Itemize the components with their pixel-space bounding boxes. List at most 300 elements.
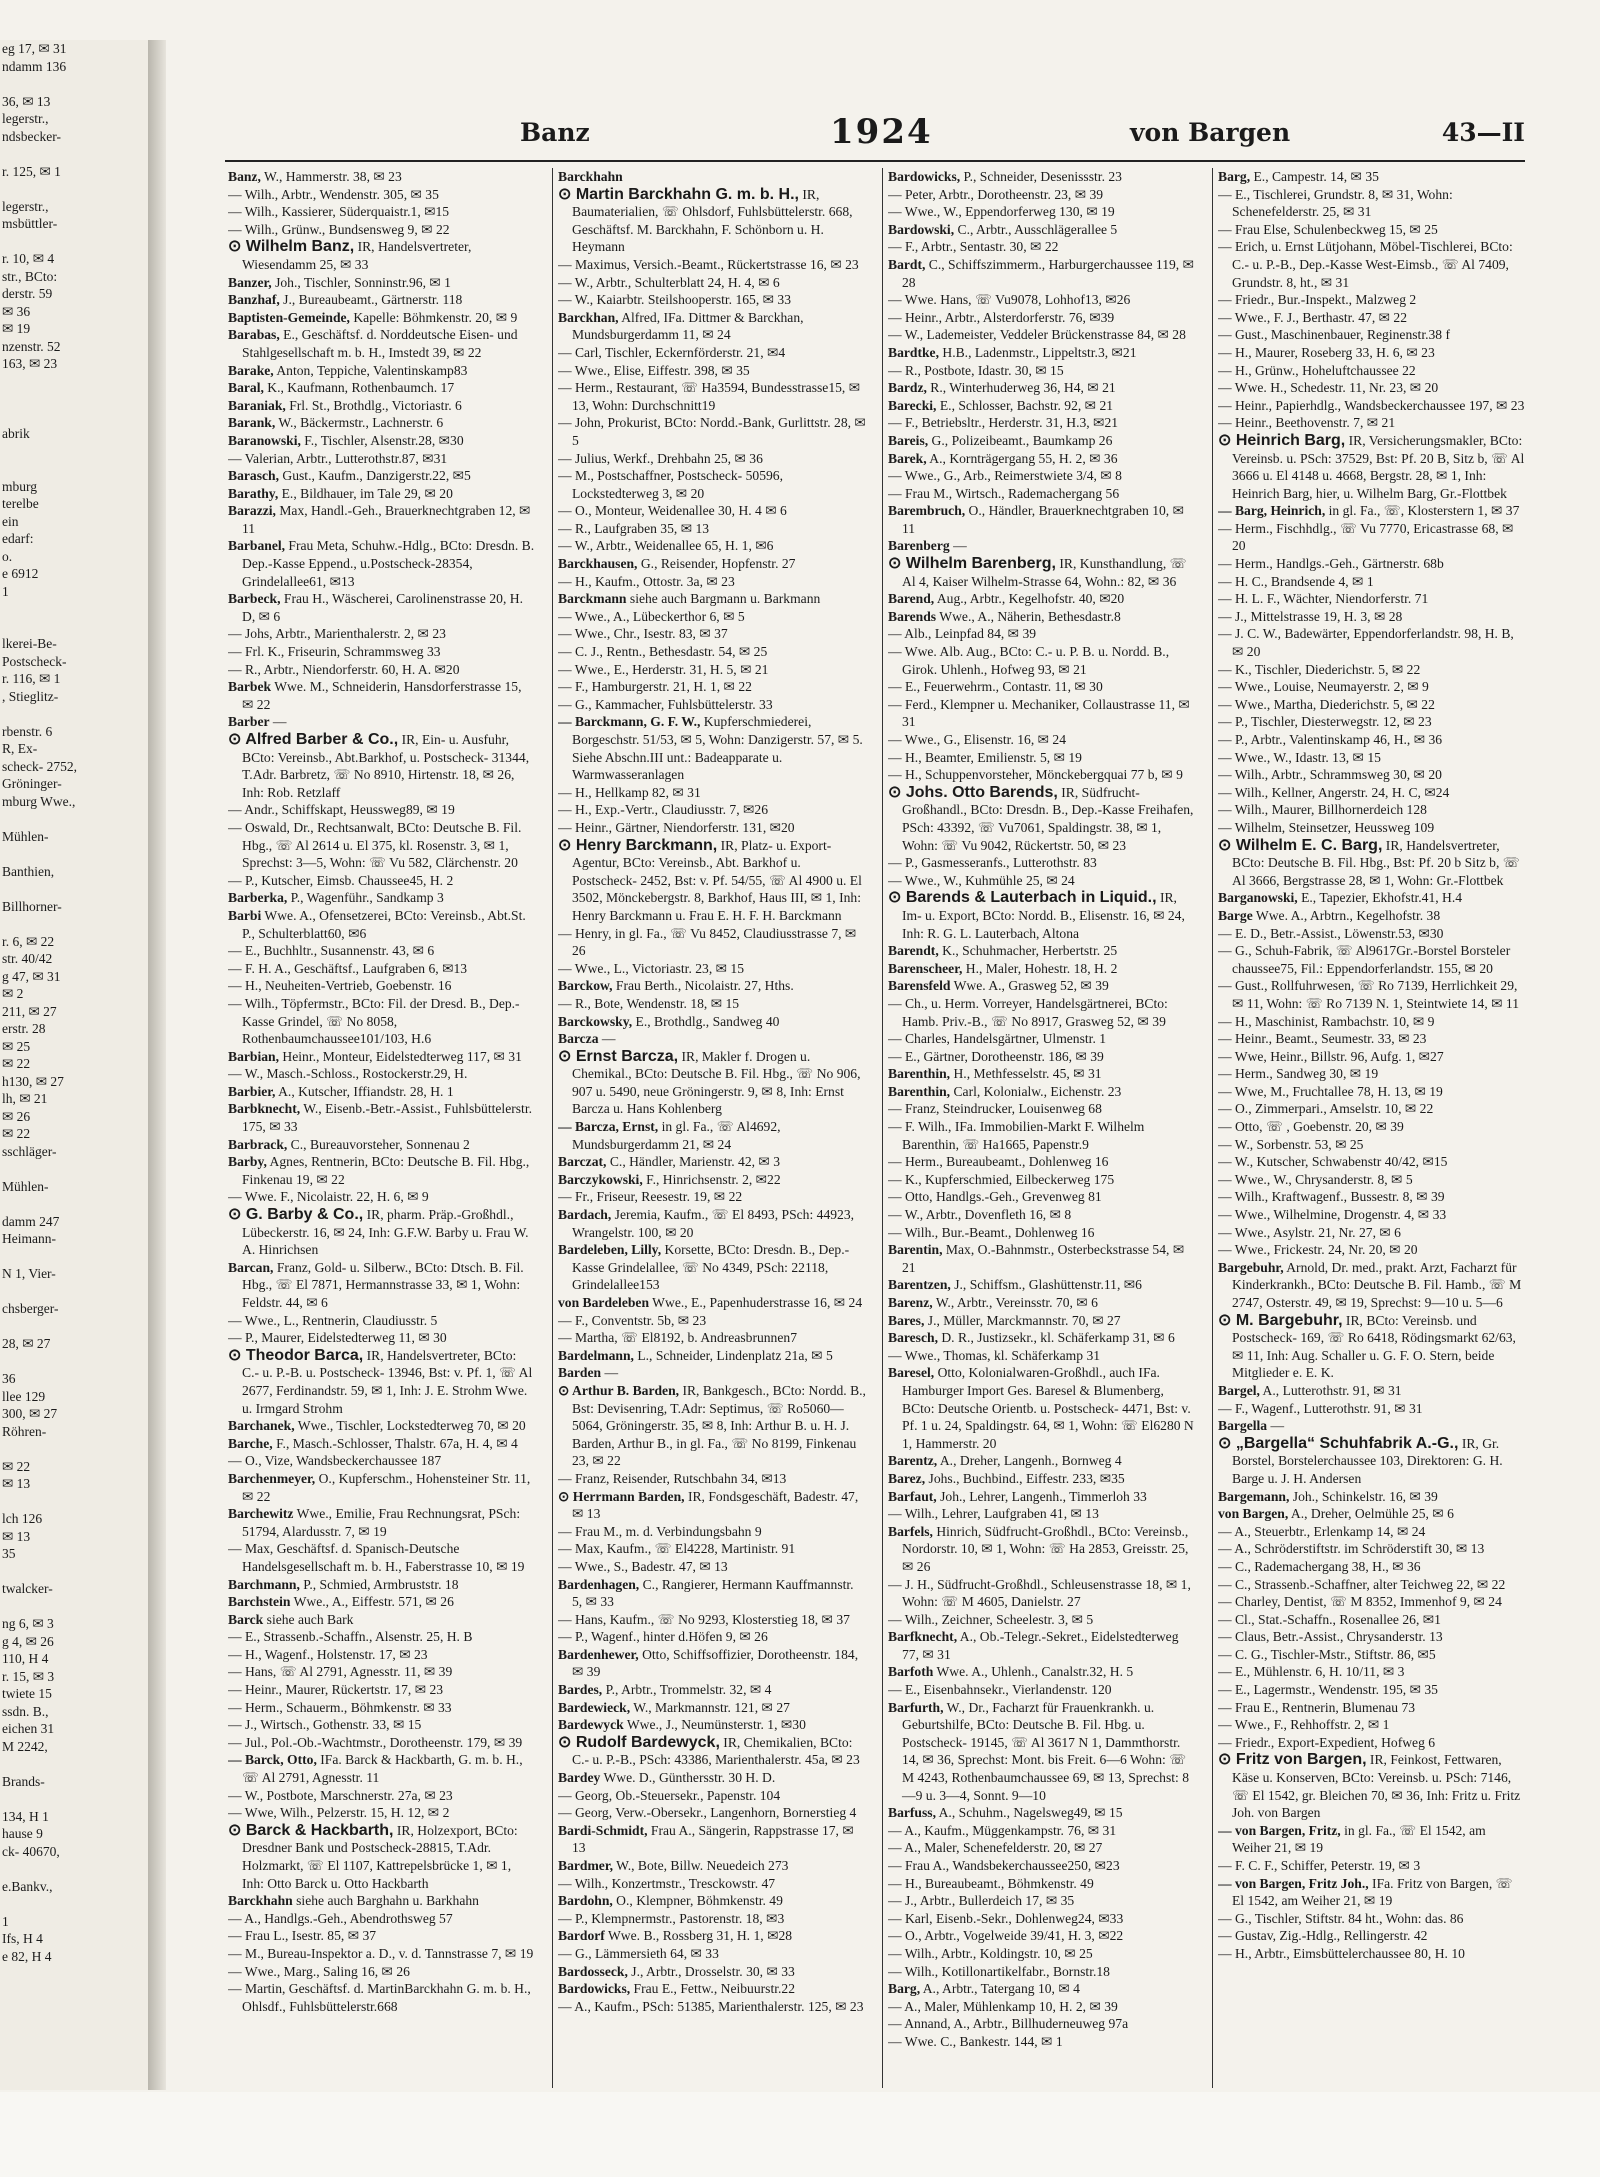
entry-details: Max, Handl.-Geh., Brauerknechtgraben 12, ✉ 11 bbox=[242, 503, 531, 536]
directory-entry bbox=[1218, 1927, 1526, 1945]
entry-details: IR, Handelsvertreter, BCto: Deutsche B. Fil. Hbg., Bst: Pf. 20 b Sitz b, ☏ Al 3666, Bergstrasse 28, ✉ 1, Wohn: Gr.-Flottbek bbox=[1232, 837, 1520, 888]
directory-entry bbox=[558, 1488, 866, 1523]
entry-details: — Herm., Schauerm., Böhmkenstr. ✉ 33 bbox=[228, 1699, 452, 1715]
entry-details: — R., Bote, Wendenstr. 18, ✉ 15 bbox=[558, 995, 740, 1011]
entry-details: — P., Maurer, Eidelstedterweg 11, ✉ 30 bbox=[228, 1330, 447, 1346]
previous-page-line: Mühlen- bbox=[2, 828, 49, 844]
entry-name: ⊙ „Bargella“ Schuhfabrik A.-G., bbox=[1218, 1434, 1459, 1452]
entry-name: Barbrack, bbox=[228, 1136, 288, 1152]
directory-entry bbox=[888, 450, 1196, 468]
entry-details: — Johs, Arbtr., Marienthalerstr. 2, ✉ 23 bbox=[228, 626, 446, 642]
previous-page-edge bbox=[0, 40, 151, 2090]
directory-entry bbox=[228, 309, 536, 327]
entry-name: Barank, bbox=[228, 415, 276, 431]
directory-entry bbox=[1218, 1699, 1526, 1717]
entry-name: Baral, bbox=[228, 380, 264, 396]
directory-entry bbox=[888, 1839, 1196, 1857]
directory-entry bbox=[558, 1206, 866, 1241]
directory-entry bbox=[228, 414, 536, 432]
directory-entry bbox=[1218, 1153, 1526, 1171]
directory-entry bbox=[888, 1312, 1196, 1330]
directory-entry bbox=[888, 238, 1196, 256]
entry-details: — Wilh., Kellner, Angerstr. 24, H. C, ✉24 bbox=[1218, 784, 1450, 800]
directory-entry bbox=[228, 1699, 536, 1717]
directory-entry bbox=[888, 1470, 1196, 1488]
entry-details: — Wwe. Alb. Aug., BCto: C.- u. P. B. u. Nordd. B., Girok. Uhlenh., Hofweg 93, ✉ 21 bbox=[888, 644, 1170, 677]
header-page-number: 43—II bbox=[1441, 118, 1525, 147]
directory-entry bbox=[888, 731, 1196, 749]
entry-details: — Wwe, Heinr., Billstr. 96, Aufg. 1, ✉27 bbox=[1218, 1048, 1444, 1064]
entry-name: Barbknecht, bbox=[228, 1101, 301, 1117]
directory-entry bbox=[228, 1417, 536, 1435]
directory-entry bbox=[558, 1312, 866, 1330]
directory-entry bbox=[558, 1013, 866, 1031]
entry-details: — O., Vize, Wandsbeckerchaussee 187 bbox=[228, 1453, 442, 1469]
entry-details: — H., Bureaubeamt., Böhmkenstr. 49 bbox=[888, 1875, 1094, 1891]
previous-page-line: 1 bbox=[2, 583, 9, 599]
entry-details: IR, Feinkost, Fettwaren, Käse u. Konserven, BCto: Vereinsb. u. PSch: 7146, ☏ El 1542, gr. Bleichen 70, ✉ 36, Inh: Fritz u. Fritz Joh. von Bargen bbox=[1232, 1752, 1521, 1821]
entry-details: — Wwe., Marg., Saling 16, ✉ 26 bbox=[228, 1963, 410, 1979]
entry-details: in gl. Fa., ☏ Al4692, Mundsburgerdamm 21, ✉ 24 bbox=[572, 1119, 781, 1152]
entry-details: siehe auch Barghahn u. Barkhahn bbox=[292, 1893, 479, 1909]
previous-page-line: ssdn. B., bbox=[2, 1703, 49, 1719]
directory-entry bbox=[888, 942, 1196, 960]
entry-details: — A., Handlgs.-Geh., Abendrothsweg 57 bbox=[228, 1910, 453, 1926]
previous-page-line: r. 10, ✉ 4 bbox=[2, 251, 55, 266]
entry-details: A., Ob.-Telegr.-Sekret., Eidelstedterweg 77, ✉ 31 bbox=[902, 1629, 1179, 1662]
directory-entry bbox=[558, 1857, 866, 1875]
entry-name: Barensfeld bbox=[888, 978, 951, 994]
entry-details: Aug., Arbtr., Kegelhofstr. 40, ✉20 bbox=[934, 591, 1125, 607]
entry-details: W., Eisenb.-Betr.-Assist., Fuhlsbüttelerstr. 175, ✉ 33 bbox=[242, 1101, 532, 1135]
previous-page-line: e.Bankv., bbox=[2, 1878, 53, 1894]
entry-details: W., Dr., Facharzt für Frauenkrankh. u. Geburtshilfe, BCto: Deutsche B. Fil. Hbg. u. Postscheck- 19145, ☏ Al 3617 N 1, Dammthorstr. 14, ✉ 36, Sprechst: Mont. bis Freit. 6—6 Wohn: ☏ M 4243, Rothenbaumchaussee 69, ✉ 13, Sprechst: 8—9 u. 3—4, Sonnt. 9—10 bbox=[902, 1699, 1190, 1803]
previous-page-line: ✉ 19 bbox=[2, 321, 31, 336]
directory-entry bbox=[558, 1611, 866, 1629]
entry-details: C., Rangierer, Hermann Kauffmannstr. 5, ✉ 33 bbox=[572, 1576, 854, 1610]
previous-page-line: sschläger- bbox=[2, 1143, 57, 1159]
directory-entry bbox=[558, 1787, 866, 1805]
entry-details: — E., Eisenbahnsekr., Vierlandenstr. 120 bbox=[888, 1682, 1112, 1698]
entry-details: — John, Prokurist, BCto: Nordd.-Bank, Gurlittstr. 28, ✉ 5 bbox=[558, 415, 866, 448]
entry-details: — K., Tischler, Diederichstr. 5, ✉ 22 bbox=[1218, 661, 1421, 677]
entry-name: ⊙ G. Barby & Co., bbox=[228, 1206, 364, 1224]
entry-name: Bares, bbox=[888, 1312, 925, 1328]
entry-details: — H. C., Brandsende 4, ✉ 1 bbox=[1218, 573, 1374, 589]
directory-entry bbox=[558, 1892, 866, 1910]
entry-details: — Cl., Stat.-Schaffn., Rosenallee 26, ✉1 bbox=[1218, 1611, 1441, 1627]
entry-details: — E., Buchhltr., Susannenstr. 43, ✉ 6 bbox=[228, 943, 435, 959]
entry-details: W., Arbtr., Vereinsstr. 70, ✉ 6 bbox=[932, 1295, 1098, 1310]
entry-details: — Wilh., Grünw., Bundsensweg 9, ✉ 22 bbox=[228, 221, 450, 237]
entry-details: IR, Holzexport, BCto: Dresdner Bank und Postscheck-28815, T.Adr. Holzmarkt, ☏ El 1107, Kattrepelsbrücke 1, ✉ 1, Inh: Otto Barck u. Otto Hackbarth bbox=[242, 1822, 518, 1891]
entry-details: Wwe., J., Neumünsterstr. 1, ✉30 bbox=[623, 1717, 806, 1733]
entry-name: Barg, bbox=[1218, 169, 1251, 184]
entry-details: — H., Hellkamp 82, ✉ 31 bbox=[558, 784, 701, 800]
directory-entry bbox=[888, 326, 1196, 344]
previous-page-line: ✉ 22 bbox=[2, 1126, 31, 1141]
directory-entry bbox=[228, 221, 536, 239]
directory-entry bbox=[228, 1892, 536, 1910]
directory-entry bbox=[888, 362, 1196, 380]
directory-entry bbox=[888, 1663, 1196, 1681]
directory-entry bbox=[888, 1681, 1196, 1699]
previous-page-line: 36, ✉ 13 bbox=[2, 93, 51, 109]
directory-entry bbox=[888, 1364, 1196, 1452]
directory-entry bbox=[888, 1294, 1196, 1312]
entry-details: — P., Klempnermstr., Pastorenstr. 18, ✉3 bbox=[558, 1910, 785, 1926]
entry-details: — P., Tischler, Diesterwegstr. 12, ✉ 23 bbox=[1218, 714, 1432, 730]
entry-name: von Bargen, bbox=[1218, 1506, 1289, 1522]
entry-details: Joh., Schinkelstr. 16, ✉ 39 bbox=[1289, 1488, 1438, 1504]
entry-details: — Wwe. F., Nicolaistr. 22, H. 6, ✉ 9 bbox=[228, 1189, 429, 1205]
directory-entry bbox=[888, 291, 1196, 309]
entry-name: Barczykowski, bbox=[558, 1171, 643, 1187]
entry-details: — F. Wilh., IFa. Immobilien-Markt F. Wilhelm Barenthin, ☏ Ha1665, Papenstr.9 bbox=[888, 1119, 1145, 1152]
directory-entry bbox=[558, 1540, 866, 1558]
directory-entry bbox=[888, 1329, 1196, 1347]
directory-entry bbox=[558, 379, 866, 414]
directory-entry bbox=[558, 1523, 866, 1541]
directory-entry bbox=[888, 1980, 1196, 1998]
entry-name: Barber bbox=[228, 714, 270, 730]
directory-entry bbox=[888, 625, 1196, 643]
directory-entry bbox=[558, 960, 866, 978]
entry-name: Barge bbox=[1218, 907, 1253, 923]
entry-details: — P., Kutscher, Eimsb. Chaussee45, H. 2 bbox=[228, 872, 454, 888]
entry-details: — A., Steuerbtr., Erlenkamp 14, ✉ 24 bbox=[1218, 1523, 1426, 1539]
previous-page-line: g 4, ✉ 26 bbox=[2, 1633, 54, 1649]
entry-details: E., Campestr. 14, ✉ 35 bbox=[1250, 169, 1379, 184]
previous-page-line bbox=[0, 1318, 148, 1336]
directory-entry bbox=[888, 696, 1196, 731]
directory-entry bbox=[228, 274, 536, 292]
entry-details: — Martha, ☏ El8192, b. Andreasbrunnen7 bbox=[558, 1330, 797, 1346]
directory-entry bbox=[558, 801, 866, 819]
previous-page-line bbox=[0, 390, 148, 408]
entry-details: IR, Handelsvertreter, Wiesendamm 25, ✉ 33 bbox=[242, 239, 472, 272]
entry-details: Wwe., Tischler, Lockstedterweg 70, ✉ 20 bbox=[294, 1418, 526, 1434]
entry-details: — Wwe., S., Badestr. 47, ✉ 13 bbox=[558, 1558, 728, 1574]
directory-entry bbox=[228, 1347, 536, 1417]
entry-details: — P., Arbtr., Valentinskamp 46, H., ✉ 36 bbox=[1218, 732, 1443, 747]
directory-entry bbox=[888, 977, 1196, 995]
entry-name: Bardtke, bbox=[888, 344, 939, 360]
previous-page-line bbox=[0, 810, 148, 828]
directory-entry bbox=[1218, 1241, 1526, 1259]
directory-entry bbox=[888, 2015, 1196, 2033]
entry-details: Franz, Gold- u. Silberw., BCto: Dtsch. B. Fil. Hbg., ☏ El 7871, Hermannstrasse 33, ✉ 1, Wohn: Feldstr. 44, ✉ 6 bbox=[242, 1259, 524, 1310]
entry-details: — M., Postschaffner, Postscheck- 50596, Lockstedterweg 3, ✉ 20 bbox=[558, 468, 783, 501]
directory-entry bbox=[1218, 379, 1526, 397]
entry-details: — A., Kaufm., Müggenkampstr. 76, ✉ 31 bbox=[888, 1822, 1117, 1838]
previous-page-line: ein bbox=[2, 513, 19, 529]
previous-page-line bbox=[0, 408, 148, 426]
directory-entry bbox=[228, 1787, 536, 1805]
entry-details: — Jul., Pol.-Ob.-Wachtmstr., Dorotheenstr. 179, ✉ 39 bbox=[228, 1734, 523, 1750]
entry-name: Bardowicks, bbox=[558, 1981, 631, 1997]
entry-details: — Otto, Handlgs.-Geh., Grevenweg 81 bbox=[888, 1189, 1102, 1205]
entry-details: — K., Kupferschmied, Eilbeckerweg 175 bbox=[888, 1171, 1115, 1187]
entry-details: — Gust., Maschinenbauer, Reginenstr.38 f bbox=[1218, 327, 1451, 343]
entry-name: Barbi bbox=[228, 907, 262, 923]
previous-page-line bbox=[0, 1598, 148, 1616]
entry-details: L., Schneider, Lindenplatz 21a, ✉ 5 bbox=[633, 1347, 833, 1363]
directory-entry bbox=[1218, 1435, 1526, 1488]
entry-name: Bardelmann, bbox=[558, 1347, 634, 1363]
directory-entry bbox=[1218, 1400, 1526, 1418]
entry-details: Johs., Buchbind., Eiffestr. 233, ✉35 bbox=[925, 1470, 1125, 1486]
entry-details: — bbox=[601, 1365, 619, 1381]
entry-name: Barentz, bbox=[888, 1453, 938, 1469]
directory-entry bbox=[558, 661, 866, 679]
entry-name: ⊙ Theodor Barca, bbox=[228, 1346, 364, 1364]
previous-page-line: ✉ 36 bbox=[2, 303, 31, 319]
directory-entry bbox=[228, 625, 536, 643]
entry-details: — H., Beamter, Emilienstr. 5, ✉ 19 bbox=[888, 749, 1082, 765]
entry-details: — bbox=[949, 538, 967, 554]
directory-entry bbox=[228, 485, 536, 503]
entry-details: — Herm., Bureaubeamt., Dohlenweg 16 bbox=[888, 1154, 1109, 1170]
entry-details: IR, Ein- u. Ausfuhr, BCto: Vereinsb., Abt.Barkhof, u. Postscheck- 31344, T.Adr. Barbretz, ☏ No 8910, Hirtenstr. 18, ✉ 26, Inh: Rob. Retzlaff bbox=[242, 732, 530, 800]
directory-entry bbox=[888, 502, 1196, 537]
directory-entry bbox=[558, 1945, 866, 1963]
entry-details: — Wwe., G., Elisenstr. 16, ✉ 24 bbox=[888, 732, 1067, 747]
entry-details: — Wwe., F. J., Berthastr. 47, ✉ 22 bbox=[1218, 309, 1408, 325]
directory-entry bbox=[558, 1470, 866, 1488]
entry-details: — J., Wirtsch., Gothenstr. 33, ✉ 15 bbox=[228, 1717, 422, 1733]
directory-entry bbox=[228, 1927, 536, 1945]
entry-name: Banz, bbox=[228, 169, 261, 184]
previous-page-line: hause 9 bbox=[2, 1826, 43, 1841]
directory-entry bbox=[888, 1505, 1196, 1523]
directory-entry bbox=[558, 555, 866, 573]
entry-details: IR, BCto: Vereinsb. und Postscheck- 169, ☏ Ro 6418, Rödingsmarkt 62/63, ✉ 11, Inh: Aug. Schaller u. G. F. O. Stern, beide Mitglieder e. E. K. bbox=[1232, 1312, 1516, 1381]
header-year: 1924 bbox=[830, 112, 933, 152]
directory-entry bbox=[1218, 238, 1526, 291]
entry-details: — Wwe, Wilh., Pelzerstr. 15, H. 12, ✉ 2 bbox=[228, 1805, 450, 1821]
entry-details: F., Masch.-Schlosser, Thalstr. 67a, H. 4, ✉ 4 bbox=[272, 1435, 518, 1451]
previous-page-line: Billhorner- bbox=[2, 898, 62, 914]
directory-entry bbox=[1218, 1945, 1526, 1963]
entry-details: IR, Fondsgeschäft, Badestr. 47, ✉ 13 bbox=[572, 1488, 859, 1522]
directory-entry bbox=[888, 643, 1196, 678]
entry-details: in gl. Fa., ☏, Klosterstern 1, ✉ 37 bbox=[1325, 503, 1520, 519]
entry-details: IR, Bankgesch., BCto: Nordd. B., Bst: Devisenring, T.Adr: Septimus, ☏ Ro5060—5064, Gröningerstr. 35, ✉ 8, Inh: Arthur B. u. H. J. Barden, Arthur B., in gl. Fa., ☏ No 8199, Finkenau 23, ✉ 22 bbox=[572, 1382, 866, 1469]
directory-entry bbox=[1218, 801, 1526, 819]
directory-entry bbox=[888, 1822, 1196, 1840]
previous-page-line bbox=[0, 1755, 148, 1773]
directory-entry bbox=[1218, 1910, 1526, 1928]
previous-page-line: legerstr., bbox=[2, 111, 49, 126]
previous-page-line: ng 6, ✉ 3 bbox=[2, 1616, 54, 1631]
entry-name: Barfknecht, bbox=[888, 1629, 958, 1645]
entry-name: Bardohn, bbox=[558, 1893, 613, 1909]
entry-details: — Peter, Arbtr., Dorotheenstr. 23, ✉ 39 bbox=[888, 186, 1104, 202]
directory-entry bbox=[1218, 1734, 1526, 1752]
directory-entry bbox=[1218, 1030, 1526, 1048]
entry-details: — H., Grünw., Hoheluftchaussee 22 bbox=[1218, 362, 1416, 378]
directory-entry bbox=[888, 1030, 1196, 1048]
directory-entry bbox=[1218, 907, 1526, 925]
directory-entry bbox=[1218, 713, 1526, 731]
entry-details: — Wwe., A., Lübeckerthor 6, ✉ 5 bbox=[558, 608, 745, 624]
entry-details: Hinrich, Südfrucht-Großhdl., BCto: Vereinsb., Nordorstr. 10, ✉ 1, Wohn: ☏ Ha 2853, Greisstr. 25, ✉ 26 bbox=[902, 1523, 1189, 1574]
directory-entry bbox=[228, 1312, 536, 1330]
entry-name: Bardey bbox=[558, 1770, 601, 1786]
previous-page-line bbox=[0, 1440, 148, 1458]
directory-entry bbox=[228, 397, 536, 415]
previous-page-line: terelbe bbox=[2, 496, 39, 511]
entry-name: Barchewitz bbox=[228, 1506, 294, 1522]
directory-entry bbox=[558, 573, 866, 591]
entry-details: Frau H., Wäscherei, Carolinenstrasse 20, H. D, ✉ 6 bbox=[242, 591, 523, 624]
entry-details: A., Kutscher, Iffiandstr. 28, H. 1 bbox=[275, 1083, 454, 1099]
entry-details: Jeremia, Kaufm., ☏ El 8493, PSch: 44923, Wrangelstr. 100, ✉ 20 bbox=[572, 1207, 855, 1240]
directory-entry bbox=[1218, 1646, 1526, 1664]
directory-entry bbox=[1218, 1224, 1526, 1242]
entry-details: — Oswald, Dr., Rechtsanwalt, BCto: Deutsche B. Fil. Hbg., ☏ Al 2614 u. El 375, kl. Rosenstr. 3, ✉ 1, Sprechst: 3—5, Wohn: ☏ Vu 582, Clärchenstr. 20 bbox=[228, 819, 522, 871]
entry-details: K., Kaufmann, Rothenbaumch. 17 bbox=[263, 380, 455, 396]
directory-column-4 bbox=[1218, 168, 1526, 2088]
directory-entry bbox=[888, 1347, 1196, 1365]
entry-details: Otto, Kolonialwaren-Großhdl., auch IFa. Hamburger Import Ges. Baresel & Blumenberg, BCto: Deutsche Orientb. u. Postscheck- 4471, Bst: v. Pf. 1 u. 24, Spaldingstr. 64, ✉ 1, Wohn: ☏ El6280 N 1, Hammerstr. 20 bbox=[902, 1365, 1194, 1451]
entry-name: Barckhausen, bbox=[558, 556, 638, 572]
directory-entry bbox=[228, 977, 536, 995]
entry-name: Baranowski, bbox=[228, 432, 301, 448]
previous-page-line: ✉ 25 bbox=[2, 1038, 31, 1054]
directory-entry bbox=[558, 1998, 866, 2016]
directory-entry bbox=[228, 590, 536, 625]
entry-name: Barez, bbox=[888, 1470, 926, 1486]
directory-entry bbox=[1218, 889, 1526, 907]
previous-page-line: ✉ 2 bbox=[2, 986, 24, 1001]
entry-details: — Hans, Kaufm., ☏ No 9293, Klosterstieg 18, ✉ 37 bbox=[558, 1611, 850, 1627]
entry-name: Bardt, bbox=[888, 256, 926, 272]
directory-entry bbox=[1218, 784, 1526, 802]
entry-name: Barchmann, bbox=[228, 1576, 300, 1592]
entry-details: Carl, Kolonialw., Eichenstr. 23 bbox=[950, 1083, 1122, 1099]
directory-entry bbox=[228, 1505, 536, 1540]
directory-entry bbox=[558, 625, 866, 643]
previous-page-line: 35 bbox=[2, 1546, 16, 1561]
entry-details: IR, pharm. Präp.-Großhdl., Lübeckerstr. 16, ✉ 24, Inh: G.F.W. Barby u. Frau W. A. Hinrichsen bbox=[242, 1207, 529, 1258]
directory-entry bbox=[558, 502, 866, 520]
previous-page-line: Heimann- bbox=[2, 1231, 56, 1246]
directory-entry bbox=[1218, 1576, 1526, 1594]
entry-name: ⊙ Heinrich Barg, bbox=[1218, 431, 1346, 449]
entry-details: — O., Arbtr., Vogelweide 39/41, H. 3, ✉22 bbox=[888, 1928, 1124, 1944]
previous-page-line: ✉ 13 bbox=[2, 1476, 31, 1491]
previous-page-line bbox=[0, 1283, 148, 1301]
entry-name: Baptisten-Gemeinde, bbox=[228, 309, 350, 325]
entry-details: — Heinr., Beamt., Seumestr. 33, ✉ 23 bbox=[1218, 1031, 1427, 1047]
directory-entry bbox=[228, 1910, 536, 1928]
entry-name: Bargella bbox=[1218, 1418, 1268, 1434]
directory-entry bbox=[228, 168, 536, 186]
entry-name: Barake, bbox=[228, 362, 274, 378]
entry-details: — Frau L., Isestr. 85, ✉ 37 bbox=[228, 1928, 377, 1944]
entry-details: P., Schmied, Armbruststr. 18 bbox=[299, 1576, 459, 1592]
entry-details: — Frau E., Rentnerin, Blumenau 73 bbox=[1218, 1699, 1416, 1715]
directory-entry bbox=[558, 1822, 866, 1857]
entry-details: — Claus, Betr.-Assist., Chrysanderstr. 13 bbox=[1218, 1629, 1443, 1645]
directory-entry bbox=[558, 1118, 866, 1153]
entry-details: — Hans, ☏ Al 2791, Agnesstr. 11, ✉ 39 bbox=[228, 1664, 453, 1680]
entry-details: F., Hinrichsenstr. 2, ✉22 bbox=[642, 1171, 781, 1187]
entry-details: Anton, Teppiche, Valentinskamp83 bbox=[273, 362, 468, 378]
directory-entry bbox=[888, 1452, 1196, 1470]
directory-entry bbox=[1218, 661, 1526, 679]
directory-entry bbox=[558, 925, 866, 960]
entry-details: — A., Maler, Mühlenkamp 10, H. 2, ✉ 39 bbox=[888, 1998, 1118, 2014]
entry-name: Bardewyck bbox=[558, 1717, 624, 1733]
previous-page-line: twalcker- bbox=[2, 1581, 53, 1596]
directory-entry bbox=[558, 168, 866, 186]
entry-details: — F., Wagenf., Lutterothstr. 91, ✉ 31 bbox=[1218, 1400, 1423, 1416]
entry-name: — von Bargen, Fritz, bbox=[1218, 1822, 1341, 1838]
entry-details: D. R., Justizsekr., kl. Schäferkamp 31, ✉ 6 bbox=[937, 1330, 1175, 1346]
entry-details: W., Bote, Billw. Neuedeich 273 bbox=[613, 1858, 789, 1873]
directory-entry bbox=[1218, 1206, 1526, 1224]
entry-details: O., Kupferschm., Hohensteiner Str. 11, ✉ 22 bbox=[242, 1470, 531, 1504]
previous-page-line: Banthien, bbox=[2, 863, 55, 879]
entry-details: — bbox=[269, 714, 287, 730]
directory-column-3 bbox=[888, 168, 1196, 2088]
directory-entry bbox=[558, 608, 866, 626]
previous-page-line: r. 15, ✉ 3 bbox=[2, 1668, 55, 1684]
entry-details: — Frau M., m. d. Verbindungsbahn 9 bbox=[558, 1523, 762, 1539]
entry-details: — P., Gasmesseranfs., Lutterothstr. 83 bbox=[888, 855, 1097, 871]
entry-details: — F. H. A., Geschäftsf., Laufgraben 6, ✉13 bbox=[228, 960, 468, 976]
entry-details: — Wilh., Konzertmstr., Tresckowstr. 47 bbox=[558, 1875, 776, 1891]
entry-details: — Heinr., Maurer, Rückertstr. 17, ✉ 23 bbox=[228, 1682, 444, 1698]
entry-details: — Ferd., Klempner u. Mechaniker, Collaustrasse 11, ✉ 31 bbox=[888, 696, 1190, 730]
directory-entry bbox=[1218, 168, 1526, 186]
previous-page-line bbox=[0, 233, 148, 251]
directory-entry bbox=[558, 819, 866, 837]
entry-details: — G., Schuh-Fabrik, ☏ Al9617Gr.-Borstel Borsteler chaussee75, Fil.: Eppendorferlandstr. 155, ✉ 20 bbox=[1218, 943, 1511, 976]
entry-name: Barabas, bbox=[228, 327, 280, 343]
directory-entry bbox=[228, 995, 536, 1048]
directory-entry bbox=[558, 450, 866, 468]
entry-details: Kapelle: Böhmkenstr. 20, ✉ 9 bbox=[349, 309, 518, 325]
directory-entry bbox=[1218, 1681, 1526, 1699]
directory-entry bbox=[228, 1452, 536, 1470]
entry-details: — Wwe., Thomas, kl. Schäferkamp 31 bbox=[888, 1347, 1101, 1363]
previous-page-line: e 6912 bbox=[2, 566, 39, 581]
directory-entry bbox=[558, 977, 866, 995]
directory-entry bbox=[1218, 1118, 1526, 1136]
directory-entry bbox=[1218, 1857, 1526, 1875]
directory-entry bbox=[228, 643, 536, 661]
entry-details: — Otto, ☏ , Goebenstr. 20, ✉ 39 bbox=[1218, 1119, 1404, 1135]
directory-entry bbox=[888, 1241, 1196, 1276]
directory-entry bbox=[888, 1523, 1196, 1576]
entry-details: — Wilh., Bur.-Beamt., Dohlenweg 16 bbox=[888, 1224, 1095, 1240]
previous-page-line: nzenstr. 52 bbox=[2, 338, 61, 354]
directory-entry bbox=[888, 344, 1196, 362]
entry-details: — Wilh., Lehrer, Laufgraben 41, ✉ 13 bbox=[888, 1506, 1099, 1522]
previous-page-line: , Stieglitz- bbox=[2, 688, 59, 704]
entry-details: — M., Bureau-Inspektor a. D., v. d. Tannstrasse 7, ✉ 19 bbox=[228, 1945, 534, 1961]
previous-page-line bbox=[0, 600, 148, 618]
directory-entry bbox=[228, 1329, 536, 1347]
entry-name: Baresel, bbox=[888, 1365, 935, 1381]
directory-entry bbox=[228, 291, 536, 309]
directory-entry bbox=[228, 1822, 536, 1892]
previous-page-line: ck- 40670, bbox=[2, 1843, 60, 1859]
